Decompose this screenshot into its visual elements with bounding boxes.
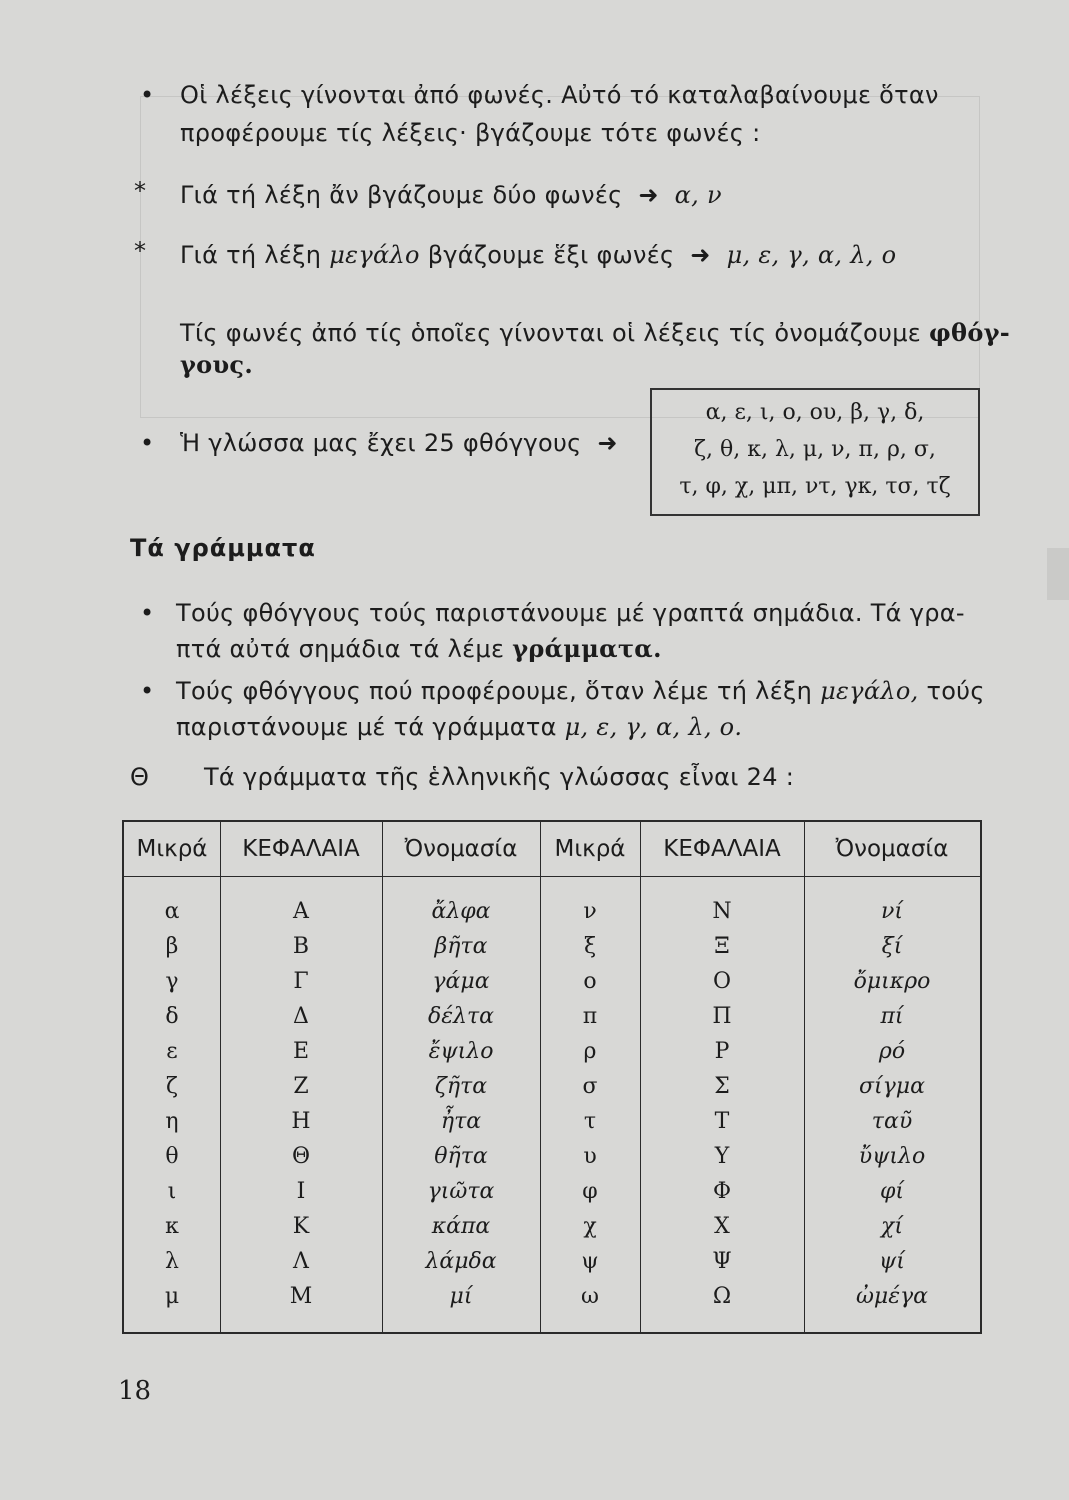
letter-lowercase: π	[582, 1004, 598, 1029]
asterisk: *	[134, 237, 146, 265]
letters-p2-text-c: παριστάνουμε μέ τά γράμματα	[176, 713, 557, 741]
definition-line-1	[180, 318, 1010, 348]
letter-lowercase: β	[165, 934, 179, 959]
letters-p2-text-b: τούς	[926, 677, 985, 705]
letters-term: γράμματα.	[512, 634, 662, 663]
letter-lowercase: τ	[583, 1109, 597, 1134]
definition-text: Τίς φωνές ἀπό τίς ὁποῖες γίνονται οἱ λέξεις τίς ὀνομάζουμε	[180, 319, 922, 347]
letter-uppercase: Χ	[714, 1214, 730, 1239]
letter-lowercase: μ	[164, 1284, 180, 1309]
header-lowercase: Μικρά	[136, 836, 208, 862]
letter-uppercase: Λ	[293, 1249, 309, 1274]
letter-name: ξί	[881, 934, 903, 959]
page-number: 18	[118, 1376, 152, 1406]
letter-lowercase: λ	[165, 1249, 179, 1274]
letter-name: ὠμέγα	[855, 1284, 929, 1309]
letter-lowercase: φ	[582, 1179, 598, 1204]
letter-lowercase: χ	[583, 1214, 597, 1239]
definition-term-end: γους.	[180, 350, 253, 379]
letter-name: βῆτα	[434, 934, 488, 959]
letter-name: πί	[880, 1004, 904, 1029]
letter-name: μί	[449, 1284, 473, 1309]
header-uppercase: ΚΕΦΑΛΑΙΑ	[663, 836, 781, 862]
letter-name: σίγμα	[859, 1074, 925, 1099]
letter-lowercase: σ	[582, 1074, 598, 1099]
phoneme-count-text: Ἡ γλώσσα μας ἔχει 25 φθόγγους	[180, 429, 582, 457]
letter-uppercase: Ι	[296, 1179, 306, 1204]
example-1	[180, 180, 722, 210]
letter-name: γιῶτα	[427, 1179, 495, 1204]
letter-lowercase: ο	[583, 969, 597, 994]
letter-name: λάμδα	[425, 1249, 497, 1274]
phoneme-count	[180, 428, 618, 458]
example-2-word: μεγάλο	[329, 241, 420, 269]
letter-lowercase: δ	[165, 1004, 179, 1029]
alphabet-table	[122, 820, 982, 1334]
header-name: Ὀνομασία	[835, 836, 949, 862]
letter-uppercase: Φ	[712, 1179, 732, 1204]
letter-name: ὔψιλο	[858, 1144, 926, 1169]
letter-name: ἄλφα	[431, 899, 491, 924]
letter-lowercase: υ	[583, 1144, 597, 1169]
example-1-text: Γιά τή λέξη ἄν βγάζουμε δύο φωνές	[180, 181, 623, 209]
intro-line-2: προφέρουμε τίς λέξεις· βγάζουμε τότε φωνές :	[180, 119, 761, 147]
letter-lowercase: ε	[166, 1039, 178, 1064]
letters-p1-text: πτά αὐτά σημάδια τά λέμε	[176, 635, 505, 663]
letter-name: ρό	[878, 1039, 906, 1064]
letter-uppercase: Θ	[291, 1144, 311, 1169]
column-right-names	[804, 894, 980, 1314]
phoneme-row: τ, φ, χ, μπ, ντ, γκ, τσ, τζ	[679, 474, 951, 499]
alphabet-count	[130, 762, 794, 792]
letter-lowercase: ν	[583, 899, 597, 924]
letter-lowercase: κ	[165, 1214, 179, 1239]
letter-lowercase: ξ	[583, 934, 597, 959]
section-heading: Τά γράμματα	[130, 534, 316, 562]
column-right-uppercase	[640, 894, 804, 1314]
example-2-text-b: βγάζουμε ἕξι φωνές	[427, 241, 675, 269]
letter-uppercase: Σ	[714, 1074, 730, 1099]
letters-p2-line-2	[176, 712, 742, 742]
arrow-right-icon: ➜	[589, 429, 618, 457]
letter-uppercase: Ρ	[714, 1039, 730, 1064]
letter-name: ζῆτα	[434, 1074, 488, 1099]
intro-line-1: Οἱ λέξεις γίνονται ἀπό φωνές. Αὐτό τό καταλαβαίνουμε ὅταν	[180, 81, 939, 109]
letter-uppercase: Κ	[292, 1214, 310, 1239]
letters-p2-line-1	[176, 676, 985, 706]
column-right-lowercase	[540, 894, 640, 1314]
letter-uppercase: Υ	[714, 1144, 730, 1169]
column-left-lowercase	[124, 894, 220, 1314]
header-lowercase: Μικρά	[554, 836, 626, 862]
letter-name: ἦτα	[440, 1109, 482, 1134]
letter-uppercase: Ω	[712, 1284, 732, 1309]
letter-uppercase: Ν	[712, 899, 732, 924]
table-header-rule	[124, 876, 980, 877]
letter-uppercase: Τ	[714, 1109, 730, 1134]
bullet: •	[140, 677, 155, 705]
letter-lowercase: ι	[167, 1179, 177, 1204]
letter-lowercase: ψ	[581, 1249, 599, 1274]
letter-lowercase: ω	[581, 1284, 599, 1309]
header-name: Ὀνομασία	[404, 836, 518, 862]
phoneme-row: ζ, θ, κ, λ, μ, ν, π, ρ, σ,	[694, 437, 936, 462]
alphabet-count-text: Τά γράμματα τῆς ἑλληνικῆς γλώσσας εἶναι 24 :	[203, 763, 795, 791]
bullet: •	[140, 599, 155, 627]
letter-uppercase: Ψ	[712, 1249, 732, 1274]
asterisk: *	[134, 177, 146, 205]
phoneme-box	[650, 388, 980, 516]
letters-p2-word: μεγάλο,	[820, 677, 919, 705]
letter-lowercase: γ	[165, 969, 179, 994]
letter-name: γάμα	[432, 969, 490, 994]
page-edge-tab	[1047, 548, 1069, 600]
letter-uppercase: Ο	[712, 969, 732, 994]
theta-symbol: Θ	[130, 763, 150, 791]
letter-uppercase: Β	[292, 934, 310, 959]
letter-uppercase: Η	[291, 1109, 311, 1134]
letter-name: δέλτα	[427, 1004, 495, 1029]
letter-name: χί	[881, 1214, 903, 1239]
letter-uppercase: Γ	[293, 969, 309, 994]
definition-term: φθόγ-	[929, 318, 1011, 347]
letter-name: φί	[879, 1179, 905, 1204]
letter-name: θῆτα	[434, 1144, 488, 1169]
letters-p2-text-a: Τούς φθόγγους πού προφέρουμε, ὅταν λέμε τή λέξη	[176, 677, 813, 705]
example-1-letters: α, ν	[674, 181, 722, 209]
letter-uppercase: Δ	[293, 1004, 309, 1029]
letter-name: ψί	[879, 1249, 905, 1274]
header-uppercase: ΚΕΦΑΛΑΙΑ	[242, 836, 360, 862]
letter-uppercase: Μ	[289, 1284, 313, 1309]
bullet: •	[140, 81, 155, 109]
letter-name: κάπα	[431, 1214, 491, 1239]
letter-uppercase: Α	[293, 899, 309, 924]
letter-uppercase: Ε	[292, 1039, 310, 1064]
column-left-names	[382, 894, 540, 1314]
letters-p1-line-1: Τούς φθόγγους τούς παριστάνουμε μέ γραπτά σημάδια. Τά γρα-	[176, 599, 965, 627]
arrow-right-icon: ➜	[630, 181, 667, 209]
example-2-letters: μ, ε, γ, α, λ, ο	[726, 241, 897, 269]
letter-lowercase: η	[165, 1109, 179, 1134]
letter-name: νί	[881, 899, 903, 924]
letter-lowercase: ζ	[166, 1074, 178, 1099]
letter-lowercase: θ	[165, 1144, 179, 1169]
letter-lowercase: α	[164, 899, 180, 924]
letter-lowercase: ρ	[583, 1039, 597, 1064]
letter-name: ταῦ	[871, 1109, 913, 1134]
column-left-uppercase	[220, 894, 382, 1314]
letter-name: ἔψιλο	[428, 1039, 494, 1064]
letter-uppercase: Π	[712, 1004, 732, 1029]
letter-uppercase: Ξ	[714, 934, 730, 959]
example-2-text-a: Γιά τή λέξη	[180, 241, 322, 269]
letters-p2-letters: μ, ε, γ, α, λ, ο.	[564, 713, 743, 741]
letters-p1-line-2	[176, 634, 662, 664]
letter-name: ὄμικρο	[853, 969, 931, 994]
bullet: •	[140, 429, 155, 457]
arrow-right-icon: ➜	[682, 241, 719, 269]
phoneme-row: α, ε, ι, ο, ου, β, γ, δ,	[705, 400, 925, 425]
letter-uppercase: Ζ	[293, 1074, 309, 1099]
example-2	[180, 240, 896, 270]
